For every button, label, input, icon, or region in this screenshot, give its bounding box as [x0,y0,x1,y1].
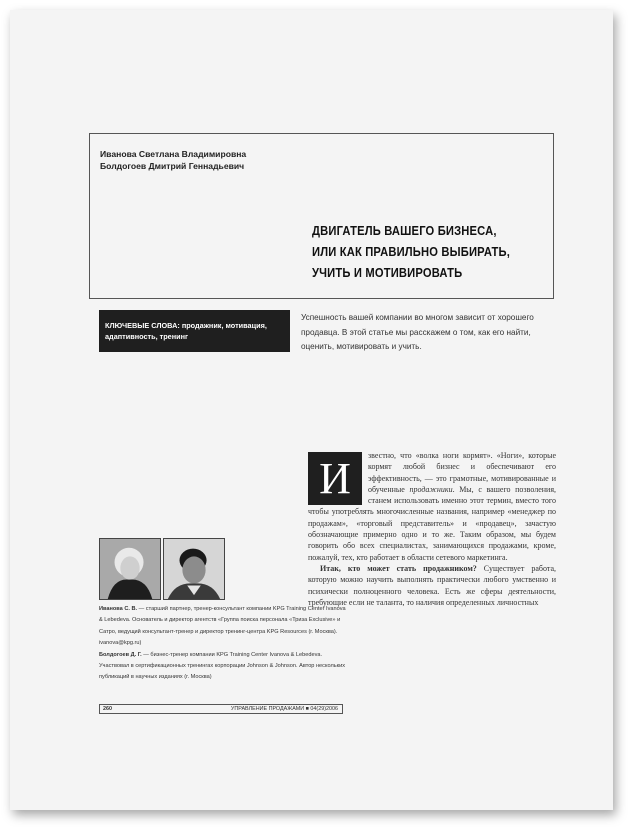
author-photo-ivanova [99,538,161,600]
journal-issue: УПРАВЛЕНИЕ ПРОДАЖАМИ ■ 04(29)2006 [230,706,338,712]
body-paragraph: звестно, что «волка ноги кормят». «Ноги», которые кормят любой бизнес и обеспечивают его эффективность, — это грамотные, мотивированные и обученные продажники. Мы, с вашего позволения, станем использовать именно этот термин, вместо того чтобы употреблять многочисленные названия, например «менеджер по продажам», «торговый представитель» и «продавец», зачастую обозначающие примерно одно и то же. Таким образом, мы будем говорить обо всех специалистах, занимающихся продажами, кроме, пожалуй, тех, кто работает в области сетевого маркетинга. [308,451,556,562]
paragraph-lead-in: Итак, кто может стать продажником? [320,563,477,573]
keywords-box: КЛЮЧЕВЫЕ СЛОВА: продажник, мотивация, адаптивность, тренинг [99,310,290,352]
emphasis-term: продажники [409,484,453,494]
page-number: 260 [103,706,112,712]
article-header-box [89,133,554,299]
article-body [308,450,556,608]
title-line: ДВИГАТЕЛЬ ВАШЕГО БИЗНЕСА, [312,223,497,238]
author-name: Болдогоев Дмитрий Геннадьевич [100,161,245,171]
author-photo-boldogoev [163,538,225,600]
document-page [10,10,613,810]
author-bio: Иванова С. В. — старший партнер, тренер-консультант компании KPG Training Center Ivanova & Lebedeva. Основатель и директор агентств «Группа поиска персонала «Триза Exclusive» и Сатро, ведущий консультант-тренер и директор тренинг-центра KPG Resources (г. Москва). ivanova@kpg.ru) [99,606,346,647]
body-paragraph: Итак, кто может стать продажником? Существует работа, которую можно научить выполнять практически любого умственно и психически полноценного человека. Есть же сферы деятельности, требующие если не таланта, то наличия определенных личностных [308,563,556,607]
article-title [312,220,510,283]
drop-cap: И [308,452,362,505]
author-bios [99,604,347,684]
authors [100,148,246,172]
lead-paragraph: Успешность вашей компании во многом зависит от хорошего продавца. В этой статье мы расскажем о том, как его найти, оценить, мотивировать и учить. [301,313,534,351]
author-name: Иванова Светлана Владимировна [100,149,247,159]
title-line: ИЛИ КАК ПРАВИЛЬНО ВЫБИРАТЬ, [312,244,511,259]
author-bio: Болдогоев Д. Г. — бизнес-тренер компании KPG Training Center Ivanova & Lebedeva. Участвовал в сертификационных тренингах корпорации Johnson & Johnson. Автор нескольких публикаций в научных изданиях (г. Москва) [99,651,346,681]
page-footer [99,704,343,714]
title-line: УЧИТЬ И МОТИВИРОВАТЬ [312,265,463,280]
